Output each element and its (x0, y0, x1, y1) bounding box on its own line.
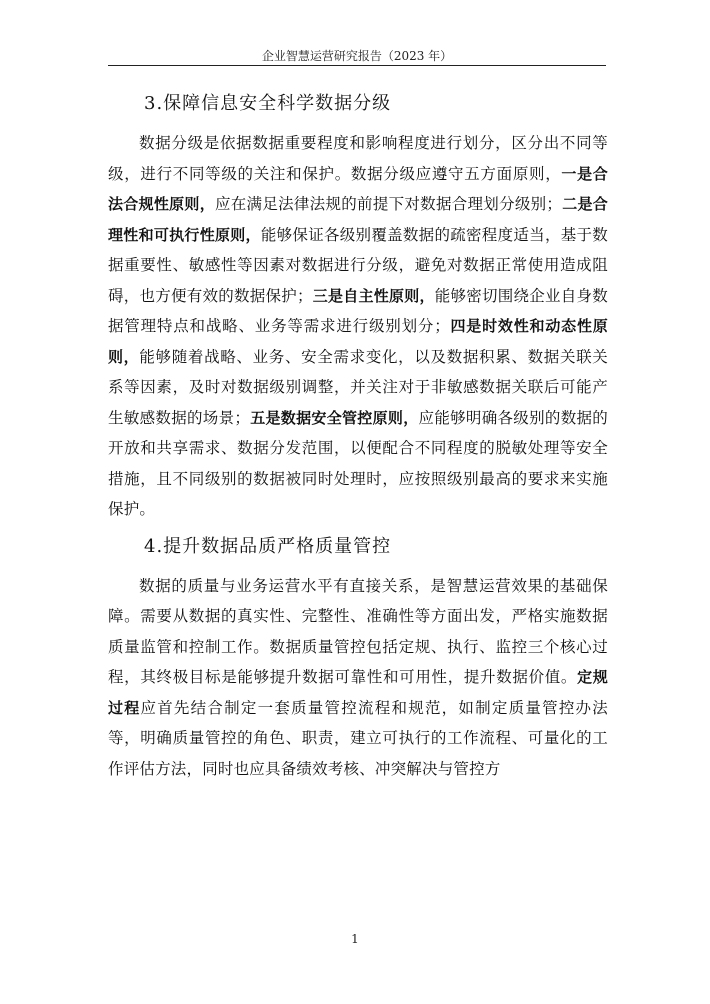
text-run: 应能够明确各级别的数据的开放和共享需求、数据分发范围，以便配合不同程度的脱敏处理等安全措施，且不同级别的数据被同时处理时，应按照级别最高的要求来实施保护。 (108, 408, 609, 518)
section-heading-4: 4.提升数据品质严格质量管控 (144, 535, 392, 557)
text-run: 能够保证各级别覆盖数据的疏密程度适当，基于数据重要性、敏感性等因素对数据进行分级，避免对数据正常使用造成阻碍，也方便有效的数据保护； (108, 225, 608, 305)
document-body (108, 90, 608, 784)
principle-3: 三是自主性原则， (312, 286, 435, 305)
principle-5: 五是数据安全管控原则， (250, 408, 419, 427)
principle-2: 二是合理性和可执行性原则， (108, 195, 608, 244)
principle-4: 四是时效性和动态性原则， (108, 317, 608, 366)
text-run: 能够随着战略、业务、安全需求变化，以及数据积累、数据关联关系等因素，及时对数据级别调整，并关注对于非敏感数据关联后可能产生敏感数据的场景； (108, 347, 608, 427)
text-run: 数据分级是依据数据重要程度和影响程度进行划分，区分出不同等级，进行不同等级的关注和保护。数据分级应遵守五方面原则， (108, 134, 608, 183)
section-3-paragraph (108, 128, 608, 525)
page-number: 1 (351, 932, 359, 946)
running-header: 企业智慧运营研究报告（2023 年） (261, 49, 453, 63)
section-heading-3: 3.保障信息安全科学数据分级 (144, 93, 392, 114)
process-term: 定规过程 (108, 668, 608, 717)
header-divider (108, 65, 606, 66)
principle-1: 一是合法合规性原则， (108, 164, 608, 213)
text-run: 应在满足法律法规的前提下对数据合理划分级别； (214, 195, 563, 213)
text-run: 能够密切围绕企业自身数据管理特点和战略、业务等需求进行级别划分； (108, 286, 608, 335)
text-run: 应首先结合制定一套质量管控流程和规范，如制定质量管控办法等，明确质量管控的角色、职责，建立可执行的工作流程、可量化的工作评估方法，同时也应具备绩效考核、冲突解决与管控方 (108, 698, 608, 778)
text-run: 数据的质量与业务运营水平有直接关系，是智慧运营效果的基础保障。需要从数据的真实性、完整性、准确性等方面出发，严格实施数据质量监管和控制工作。数据质量管控包括定规、执行、监控三个核心过程，其终极目标是能够提升数据可靠性和可用性，提升数据价值。 (108, 576, 608, 686)
section-4-paragraph (108, 571, 608, 785)
